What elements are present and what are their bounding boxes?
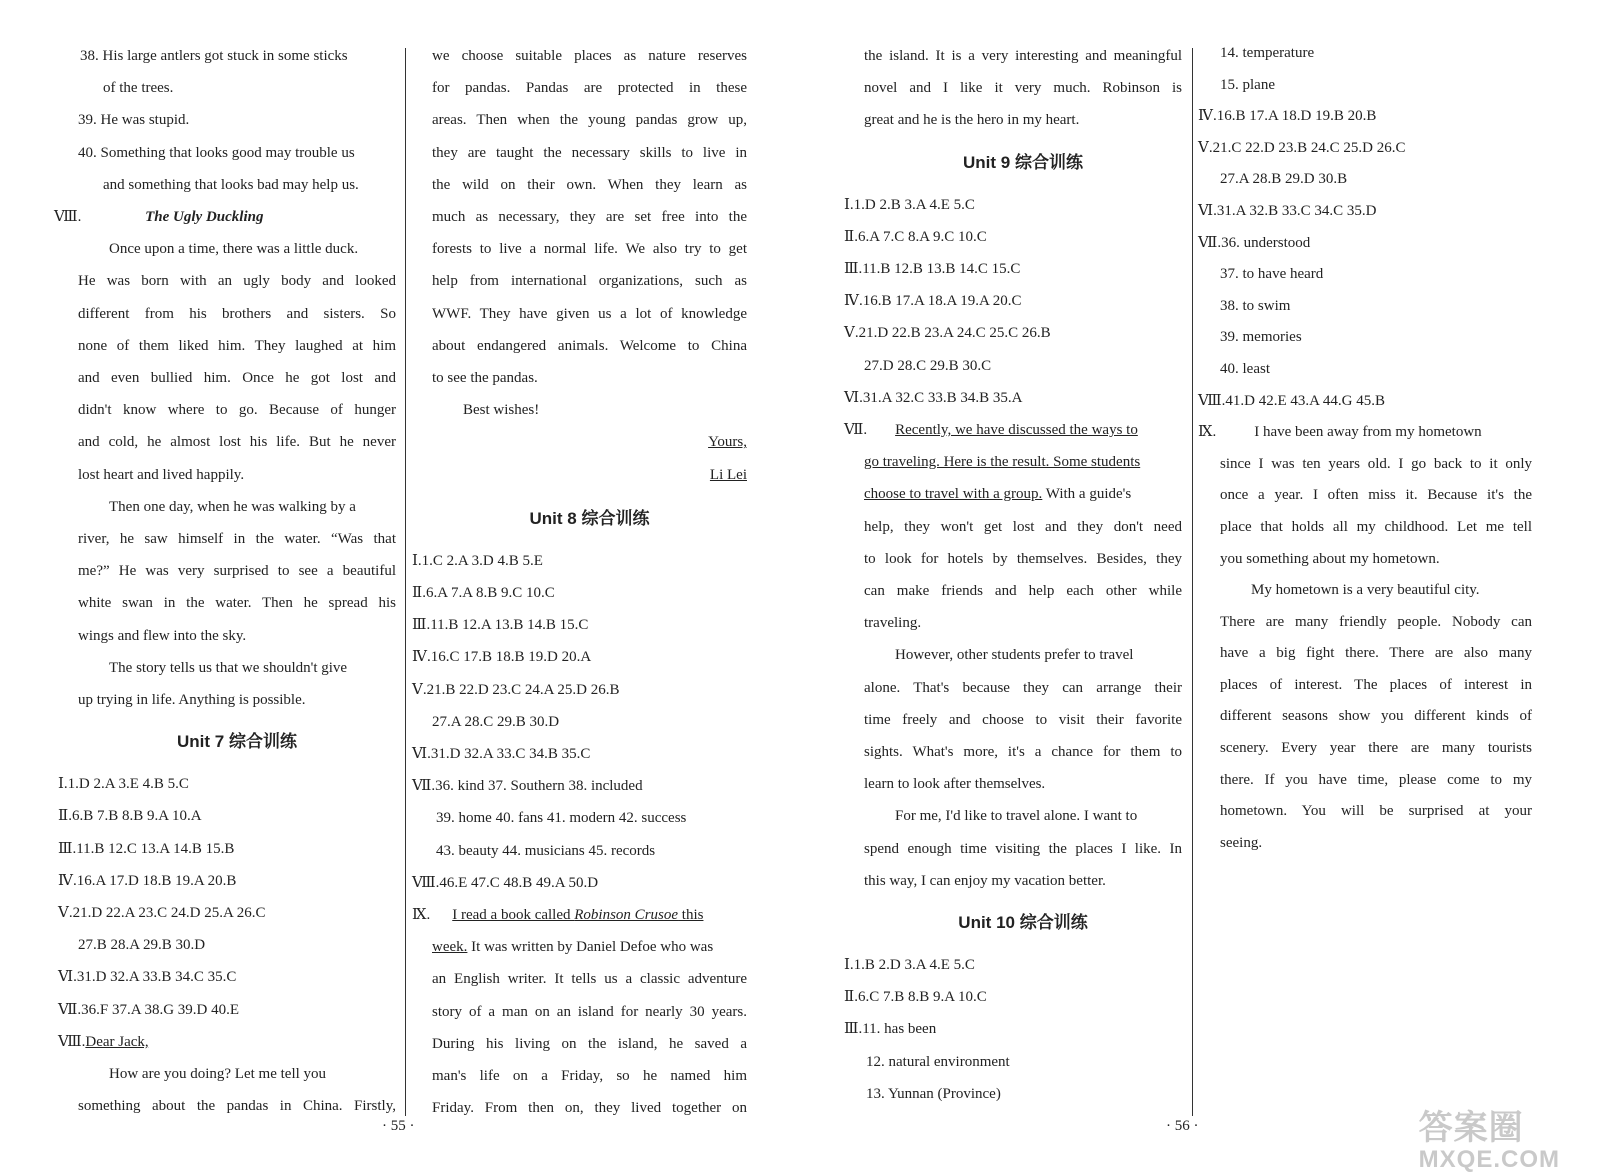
letter-line: WWF. They have given us a lot of knowledge	[432, 305, 747, 322]
letter-line: we choose suitable places as nature reserves	[432, 48, 747, 64]
page-number-56: · 56 ·	[1166, 1118, 1199, 1134]
story-line: He was born with an ugly body and looked	[78, 273, 396, 290]
watermark-top: 答案圈	[1418, 1109, 1524, 1147]
unit-10-answers: Ⅱ.6.C 7.B 8.B 9.A 10.C	[844, 989, 987, 1006]
story-line: The story tells us that we shouldn't give	[109, 659, 348, 676]
essay-first-line	[1198, 417, 1532, 449]
essay-text: It was written by Daniel Defoe who was	[467, 939, 714, 956]
essay-line: to look for hotels by themselves. Besides, they	[864, 550, 1182, 567]
column-3	[844, 40, 1182, 1110]
book-title: Robinson Crusoe	[574, 907, 679, 924]
unit-10-answers: Ⅲ.11. has been	[844, 1021, 937, 1038]
story-line: lost heart and lived happily.	[78, 466, 245, 483]
unit-10-answers: Ⅳ.16.B 17.A 18.D 19.B 20.B	[1198, 108, 1377, 125]
unit-10-answers: Ⅷ.41.D 42.E 43.A 44.G 45.B	[1198, 392, 1385, 409]
section-9-label: Ⅸ.	[412, 907, 431, 924]
essay-line: different seasons show you different kinds of	[1220, 708, 1532, 725]
essay-line: sights. What's more, it's a chance for them to	[864, 744, 1182, 761]
essay-text: I have been away from my hometown	[1254, 424, 1482, 441]
unit-8-answers: Ⅴ.21.B 22.D 23.C 24.A 25.D 26.B	[412, 681, 620, 698]
unit-9-answers: Ⅱ.6.A 7.C 8.A 9.C 10.C	[844, 228, 987, 245]
story-line: none of them liked him. They laughed at him	[78, 337, 396, 354]
essay-line: time freely and choose to visit their favorite	[864, 711, 1182, 728]
unit-8-answers: Ⅱ.6.A 7.A 8.B 9.C 10.C	[412, 585, 555, 602]
story-line: different from his brothers and sisters. So	[78, 305, 396, 322]
unit-8-answers: Ⅷ.46.E 47.C 48.B 49.A 50.D	[412, 874, 599, 891]
letter-closing: Best wishes!	[463, 402, 540, 419]
unit-7-answers: Ⅶ.36.F 37.A 38.G 39.D 40.E	[58, 1001, 240, 1018]
essay-text: With a guide's	[1042, 486, 1132, 503]
unit-10-answers: 12. natural environment	[866, 1053, 1010, 1070]
essay-first-line	[844, 414, 1182, 446]
unit-10-answers: Ⅵ.31.A 32.B 33.C 34.C 35.D	[1198, 202, 1377, 219]
story-line: Once upon a time, there was a little duck.	[109, 241, 359, 258]
unit-8-answers: 39. home 40. fans 41. modern 42. success	[436, 810, 687, 827]
answer-40-cont: and something that looks bad may help us.	[103, 176, 359, 193]
unit-9-answers: Ⅰ.1.D 2.B 3.A 4.E 5.C	[844, 196, 975, 213]
unit-7-answers: 27.B 28.A 29.B 30.D	[78, 937, 206, 954]
essay-line: can make friends and help each other while	[864, 583, 1182, 600]
column-2	[412, 40, 747, 1125]
unit-10-answers: 15. plane	[1220, 76, 1275, 93]
essay-line: since I was ten years old. I go back to it only	[1220, 455, 1532, 472]
essay-line: you something about my hometown.	[1220, 550, 1440, 567]
answer-40: 40. Something that looks good may trouble us	[78, 144, 355, 161]
underlined-text: week.	[432, 939, 468, 956]
underlined-text: choose to travel with a group.	[864, 486, 1043, 503]
underlined-text: I read a book called	[452, 907, 575, 924]
unit-8-answers: Ⅲ.11.B 12.A 13.B 14.B 15.C	[412, 617, 589, 634]
essay-line: scenery. Every year there are many tourists	[1220, 740, 1532, 757]
letter-line: much as necessary, they are set free into the	[432, 209, 747, 226]
unit-9-heading: Unit 9 综合训练	[963, 152, 1083, 172]
watermark-logo	[1419, 1110, 1560, 1174]
essay-line: once a year. I often miss it. Because it's the	[1220, 487, 1532, 504]
essay-line: hometown. You will be surprised at your	[1220, 803, 1532, 820]
story-line: up trying in life. Anything is possible.	[78, 692, 306, 709]
unit-8-answers: 27.A 28.C 29.B 30.D	[432, 713, 560, 730]
essay-line: However, other students prefer to travel	[895, 647, 1134, 664]
unit-10-answers: Ⅴ.21.C 22.D 23.B 24.C 25.D 26.C	[1198, 139, 1406, 156]
column-divider-left	[405, 48, 406, 1116]
story-heading	[54, 201, 396, 233]
essay-line: an English writer. It tells us a classic adventure	[432, 971, 747, 988]
story-line: me?” He was very surprised to see a beautiful	[78, 563, 396, 580]
unit-7-answers: Ⅴ.21.D 22.A 23.C 24.D 25.A 26.C	[58, 905, 266, 922]
unit-9-answers: Ⅳ.16.B 17.A 18.A 19.A 20.C	[844, 293, 1022, 310]
section-7-label: Ⅶ.	[844, 422, 868, 439]
answer-39: 39. He was stupid.	[78, 112, 190, 129]
unit-8-answers: Ⅳ.16.C 17.B 18.B 19.D 20.A	[412, 649, 592, 666]
essay-line: My hometown is a very beautiful city.	[1251, 582, 1480, 599]
story-line: didn't know where to go. Because of hunger	[78, 402, 396, 419]
section-9-label: Ⅸ.	[1198, 424, 1217, 441]
letter-line: forests to live a normal life. We also try to get	[432, 241, 747, 258]
essay-line: learn to look after themselves.	[864, 776, 1046, 793]
unit-7-answers: Ⅰ.1.D 2.A 3.E 4.B 5.C	[58, 776, 189, 793]
unit-8-answers: 43. beauty 44. musicians 45. records	[436, 842, 656, 859]
underlined-text: go traveling. Here is the result. Some students	[864, 454, 1141, 471]
essay-line: alone. That's because they can arrange their	[864, 679, 1182, 696]
unit-9-answers: Ⅴ.21.D 22.B 23.A 24.C 25.C 26.B	[844, 325, 1051, 342]
unit-8-answers: Ⅰ.1.C 2.A 3.D 4.B 5.E	[412, 552, 543, 569]
unit-9-answers: Ⅲ.11.B 12.B 13.B 14.C 15.C	[844, 261, 1021, 278]
answer-38: 38. His large antlers got stuck in some sticks	[80, 48, 348, 64]
unit-10-answers: 37. to have heard	[1220, 266, 1324, 283]
unit-10-answers: 13. Yunnan (Province)	[866, 1085, 1001, 1102]
letter-line: they are taught the necessary skills to live in	[432, 144, 747, 161]
section-9-first-line	[412, 899, 747, 931]
letter-line: the wild on their own. When they learn as	[432, 176, 747, 193]
story-line: white swan in the water. Then he spread his	[78, 595, 396, 612]
underlined-text: Recently, we have discussed the ways to	[895, 422, 1138, 439]
story-line: wings and flew into the sky.	[78, 627, 247, 644]
column-1	[54, 40, 396, 1123]
essay-line: great and he is the hero in my heart.	[864, 112, 1080, 129]
letter-yours: Yours,	[708, 434, 747, 451]
essay-line: story of a man on an island for nearly 30 years.	[432, 1003, 747, 1020]
answer-38-cont: of the trees.	[103, 80, 174, 97]
section-8-label: Ⅷ.	[54, 209, 82, 226]
story-line: Then one day, when he was walking by a	[109, 498, 356, 515]
unit-10-answers: 40. least	[1220, 360, 1270, 377]
essay-line: During his living on the island, he saved a	[432, 1035, 747, 1052]
letter-signature: Li Lei	[709, 466, 747, 483]
essay-line: seeing.	[1220, 834, 1263, 851]
unit-9-answers: 27.D 28.C 29.B 30.C	[864, 357, 992, 374]
essay-line: Friday. From then on, they lived together on	[432, 1100, 747, 1117]
essay-line: this way, I can enjoy my vacation better.	[864, 872, 1106, 889]
section-8b-label: Ⅷ.	[58, 1033, 86, 1050]
unit-8-answers: Ⅶ.36. kind 37. Southern 38. included	[412, 778, 643, 795]
unit-7-heading: Unit 7 综合训练	[177, 732, 297, 752]
story-line: river, he saw himself in the water. “Was that	[78, 531, 396, 548]
letter-line: to see the pandas.	[432, 370, 538, 387]
column-divider-right	[1192, 48, 1193, 1116]
letter-line: for pandas. Pandas are protected in these	[432, 80, 747, 97]
essay-line: there. If you have time, please come to my	[1220, 771, 1532, 788]
unit-7-answers: Ⅵ.31.D 32.A 33.B 34.C 35.C	[58, 969, 237, 986]
essay-line: places of interest. The places of interest in	[1220, 676, 1532, 693]
letter-salutation	[58, 1026, 396, 1058]
letter-line: areas. Then when the young pandas grow up,	[432, 112, 747, 129]
unit-10-answers: Ⅰ.1.B 2.D 3.A 4.E 5.C	[844, 957, 975, 974]
salutation: Dear Jack,	[85, 1033, 149, 1050]
unit-7-answers: Ⅱ.6.B 7.B 8.B 9.A 10.A	[58, 808, 202, 825]
unit-10-heading: Unit 10 综合训练	[958, 913, 1088, 933]
unit-7-answers: Ⅳ.16.A 17.D 18.B 19.A 20.B	[58, 872, 237, 889]
essay-line: For me, I'd like to travel alone. I want to	[895, 808, 1138, 825]
essay-line	[432, 931, 747, 963]
essay-line: man's life on a Friday, so he named him	[432, 1068, 747, 1085]
essay-line: traveling.	[864, 615, 922, 632]
unit-10-answers: Ⅶ.36. understood	[1198, 234, 1311, 251]
unit-8-answers: Ⅵ.31.D 32.A 33.C 34.B 35.C	[412, 746, 591, 763]
essay-line: There are many friendly people. Nobody can	[1220, 613, 1532, 630]
underlined-text: this	[678, 907, 704, 924]
essay-line: help, they won't get lost and they don't need	[864, 518, 1182, 535]
essay-line: the island. It is a very interesting and meaningful	[864, 48, 1182, 64]
watermark-bottom: MXQE.COM	[1418, 1146, 1560, 1173]
page-number-55: · 55 ·	[382, 1118, 415, 1134]
essay-line: place that holds all my childhood. Let me tell	[1220, 518, 1532, 535]
unit-10-answers: 38. to swim	[1220, 297, 1291, 314]
story-line: and cold, he almost lost his life. But he never	[78, 434, 396, 451]
essay-line: spend enough time visiting the places I like. In	[864, 840, 1182, 857]
unit-10-answers: 27.A 28.B 29.D 30.B	[1220, 171, 1348, 188]
story-line: and even bullied him. Once he got lost and	[78, 370, 396, 387]
unit-10-answers: 39. memories	[1220, 329, 1302, 346]
letter-line: about endangered animals. Welcome to China	[432, 337, 747, 354]
letter-line: help from international organizations, such as	[432, 273, 747, 290]
essay-line: novel and I like it very much. Robinson is	[864, 80, 1182, 97]
letter-line: How are you doing? Let me tell you	[109, 1066, 327, 1083]
unit-9-answers: Ⅵ.31.A 32.C 33.B 34.B 35.A	[844, 389, 1023, 406]
letter-line: something about the pandas in China. Firstly,	[78, 1098, 396, 1115]
column-4	[1198, 38, 1532, 859]
essay-line	[864, 478, 1182, 510]
unit-8-heading: Unit 8 综合训练	[529, 508, 650, 528]
unit-10-answers: 14. temperature	[1220, 45, 1315, 61]
story-title: The Ugly Duckling	[145, 209, 264, 226]
essay-line: have a big fight there. There are also many	[1220, 645, 1532, 662]
unit-7-answers: Ⅲ.11.B 12.C 13.A 14.B 15.B	[58, 840, 235, 857]
